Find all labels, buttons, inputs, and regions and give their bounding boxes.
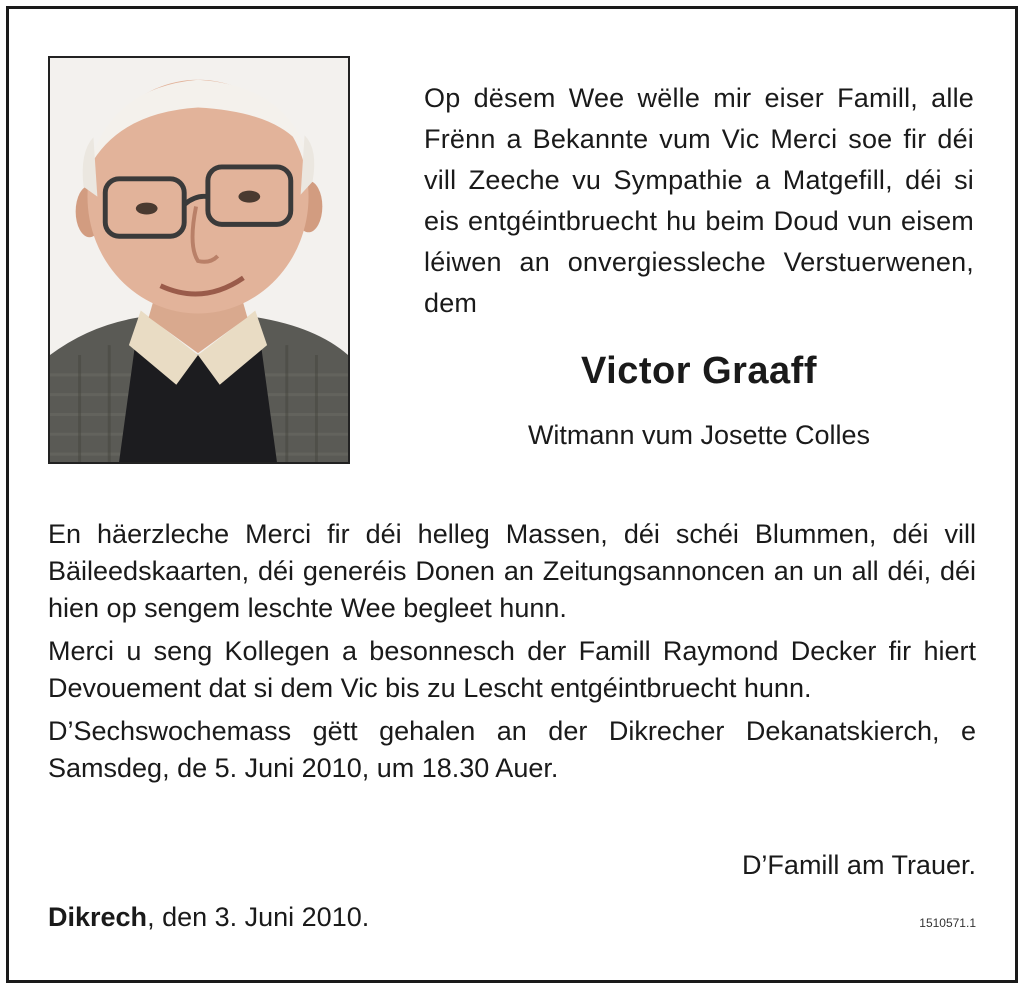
signoff: D’Famill am Trauer. <box>741 850 976 880</box>
paragraph-mass: D’Sechswochemass gëtt gehalen an der Dikrecher Dekanatskierch, e Samsdeg, de 5. Juni 2010, um 18.30 Auer. <box>48 716 976 783</box>
intro-text: Op dësem Wee wëlle mir eiser Famill, alle Frënn a Bekannte vum Vic Merci soe fir déi vill Zeeche vu Sympathie a Matgefill, déi si eis entgéintbruecht hu beim Doud vun eisem léiwen an onvergiessleche Verstuerwenen, dem <box>424 83 974 318</box>
portrait-photo <box>48 56 350 464</box>
portrait-illustration <box>50 58 348 462</box>
place-date-line <box>48 902 369 933</box>
date: , den 3. Juni 2010. <box>147 902 370 932</box>
deceased-subtitle: Witmann vum Josette Colles <box>527 420 871 450</box>
place: Dikrech <box>48 902 148 932</box>
body-text <box>48 516 976 793</box>
deceased-name: Victor Graaff <box>581 350 817 392</box>
paragraph-colleagues: Merci u seng Kollegen a besonnesch der Famill Raymond Decker fir hiert Devouement dat si dem Vic bis zu Lescht entgéintbruecht hunn. <box>48 636 976 703</box>
paragraph-thanks: En häerzleche Merci fir déi helleg Massen, déi schéi Blummen, déi vill Bäileedskaarten, déi generéis Donen an Zeitungsannoncen an un all déi, déi hien op sengem leschte Wee begleet hunn. <box>48 519 976 623</box>
reference-number: 1510571.1 <box>919 916 976 930</box>
